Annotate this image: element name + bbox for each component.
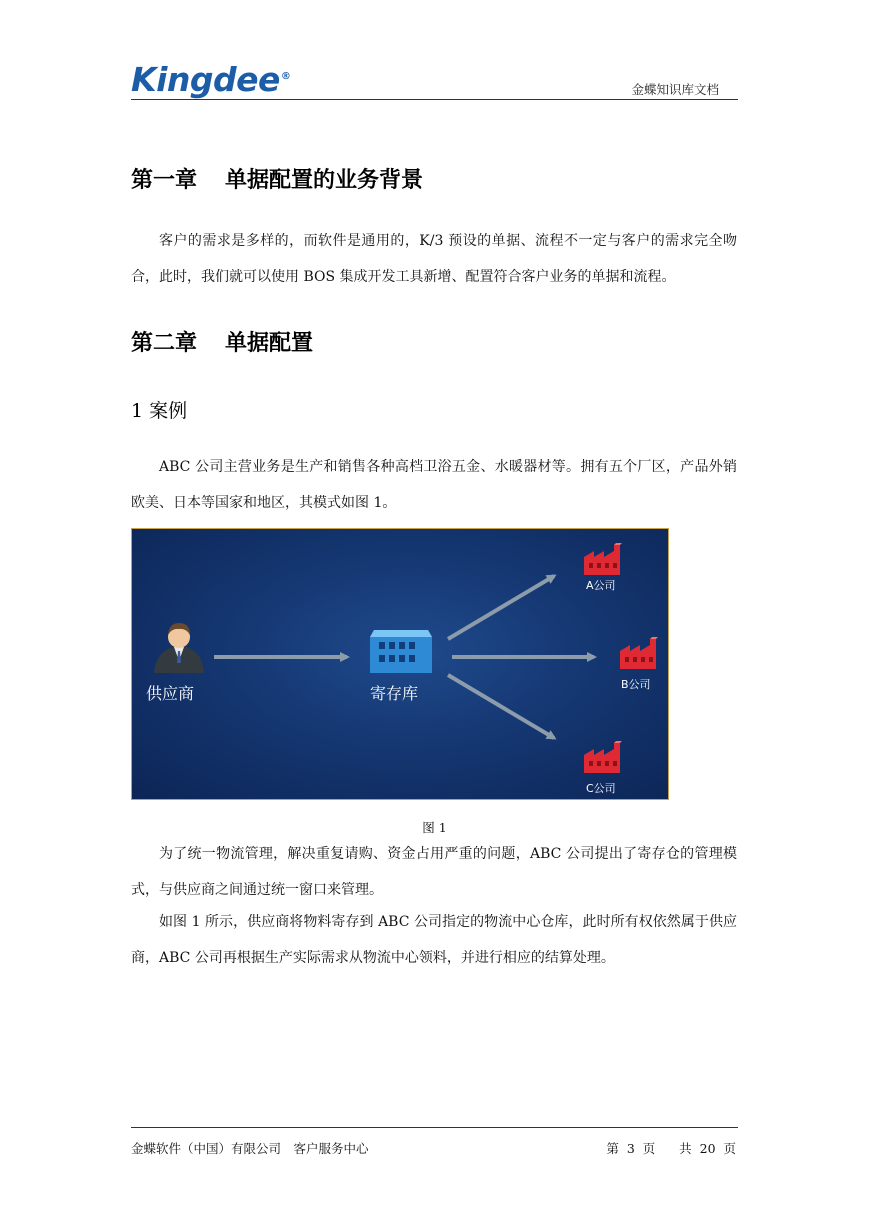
chapter2-heading: [131, 326, 313, 357]
company-b-label: B公司: [621, 678, 651, 691]
warehouse-label: 寄存库: [370, 684, 419, 703]
section1-paragraph3: 如图 1 所示，供应商将物料寄存到 ABC 公司指定的物流中心仓库，此时所有权依然属于供应商，ABC 公司再根据生产实际需求从物流中心领料，并进行相应的结算处理。: [131, 914, 737, 966]
figure-1: [131, 528, 669, 800]
kingdee-logo: Kingdee®: [131, 60, 291, 99]
section1-paragraph2: 为了统一物流管理，解决重复请购、资金占用严重的问题，ABC 公司提出了寄存仓的管理模式，与供应商之间通过统一窗口来管理。: [131, 846, 737, 898]
factory-icon: [584, 741, 622, 773]
footer-company: 金蝶软件（中国）有限公司 客户服务中心: [131, 1141, 369, 1156]
section1-heading: 1 案例: [131, 400, 188, 422]
header-divider: [131, 99, 738, 100]
arrow-warehouse-to-a: [448, 576, 554, 639]
chapter2-number: 第二章: [131, 331, 198, 356]
arrow-warehouse-to-c: [448, 675, 554, 738]
chapter1-heading: [131, 163, 423, 194]
header-title: 金蝶知识库文档: [631, 82, 719, 97]
footer-divider: [131, 1127, 738, 1128]
total-pages: 20: [699, 1141, 716, 1156]
chapter1-paragraph: 客户的需求是多样的，而软件是通用的，K/3 预设的单据、流程不一定与客户的需求完全吻合，此时，我们就可以使用 BOS 集成开发工具新增、配置符合客户业务的单据和流程。: [131, 233, 737, 285]
company-c-label: C公司: [586, 782, 616, 795]
person-icon: [154, 623, 204, 673]
section1-paragraph1: ABC 公司主营业务是生产和销售各种高档卫浴五金、水暖器材等。拥有五个厂区，产品外销欧美、日本等国家和地区，其模式如图 1。: [131, 459, 737, 511]
supplier-label: 供应商: [146, 684, 195, 703]
figure-diagram: [132, 529, 669, 800]
footer-page-info: 第 3 页 共 20 页: [606, 1141, 736, 1156]
chapter1-number: 第一章: [131, 168, 198, 193]
chapter2-title: 单据配置: [225, 331, 314, 356]
warehouse-icon: [370, 630, 432, 673]
factory-icon: [584, 543, 622, 575]
chapter1-title: 单据配置的业务背景: [225, 168, 424, 193]
figure-caption: 图 1: [422, 820, 447, 835]
factory-icon: [620, 637, 658, 669]
company-a-label: A公司: [586, 579, 616, 592]
page-number: 3: [626, 1141, 635, 1156]
